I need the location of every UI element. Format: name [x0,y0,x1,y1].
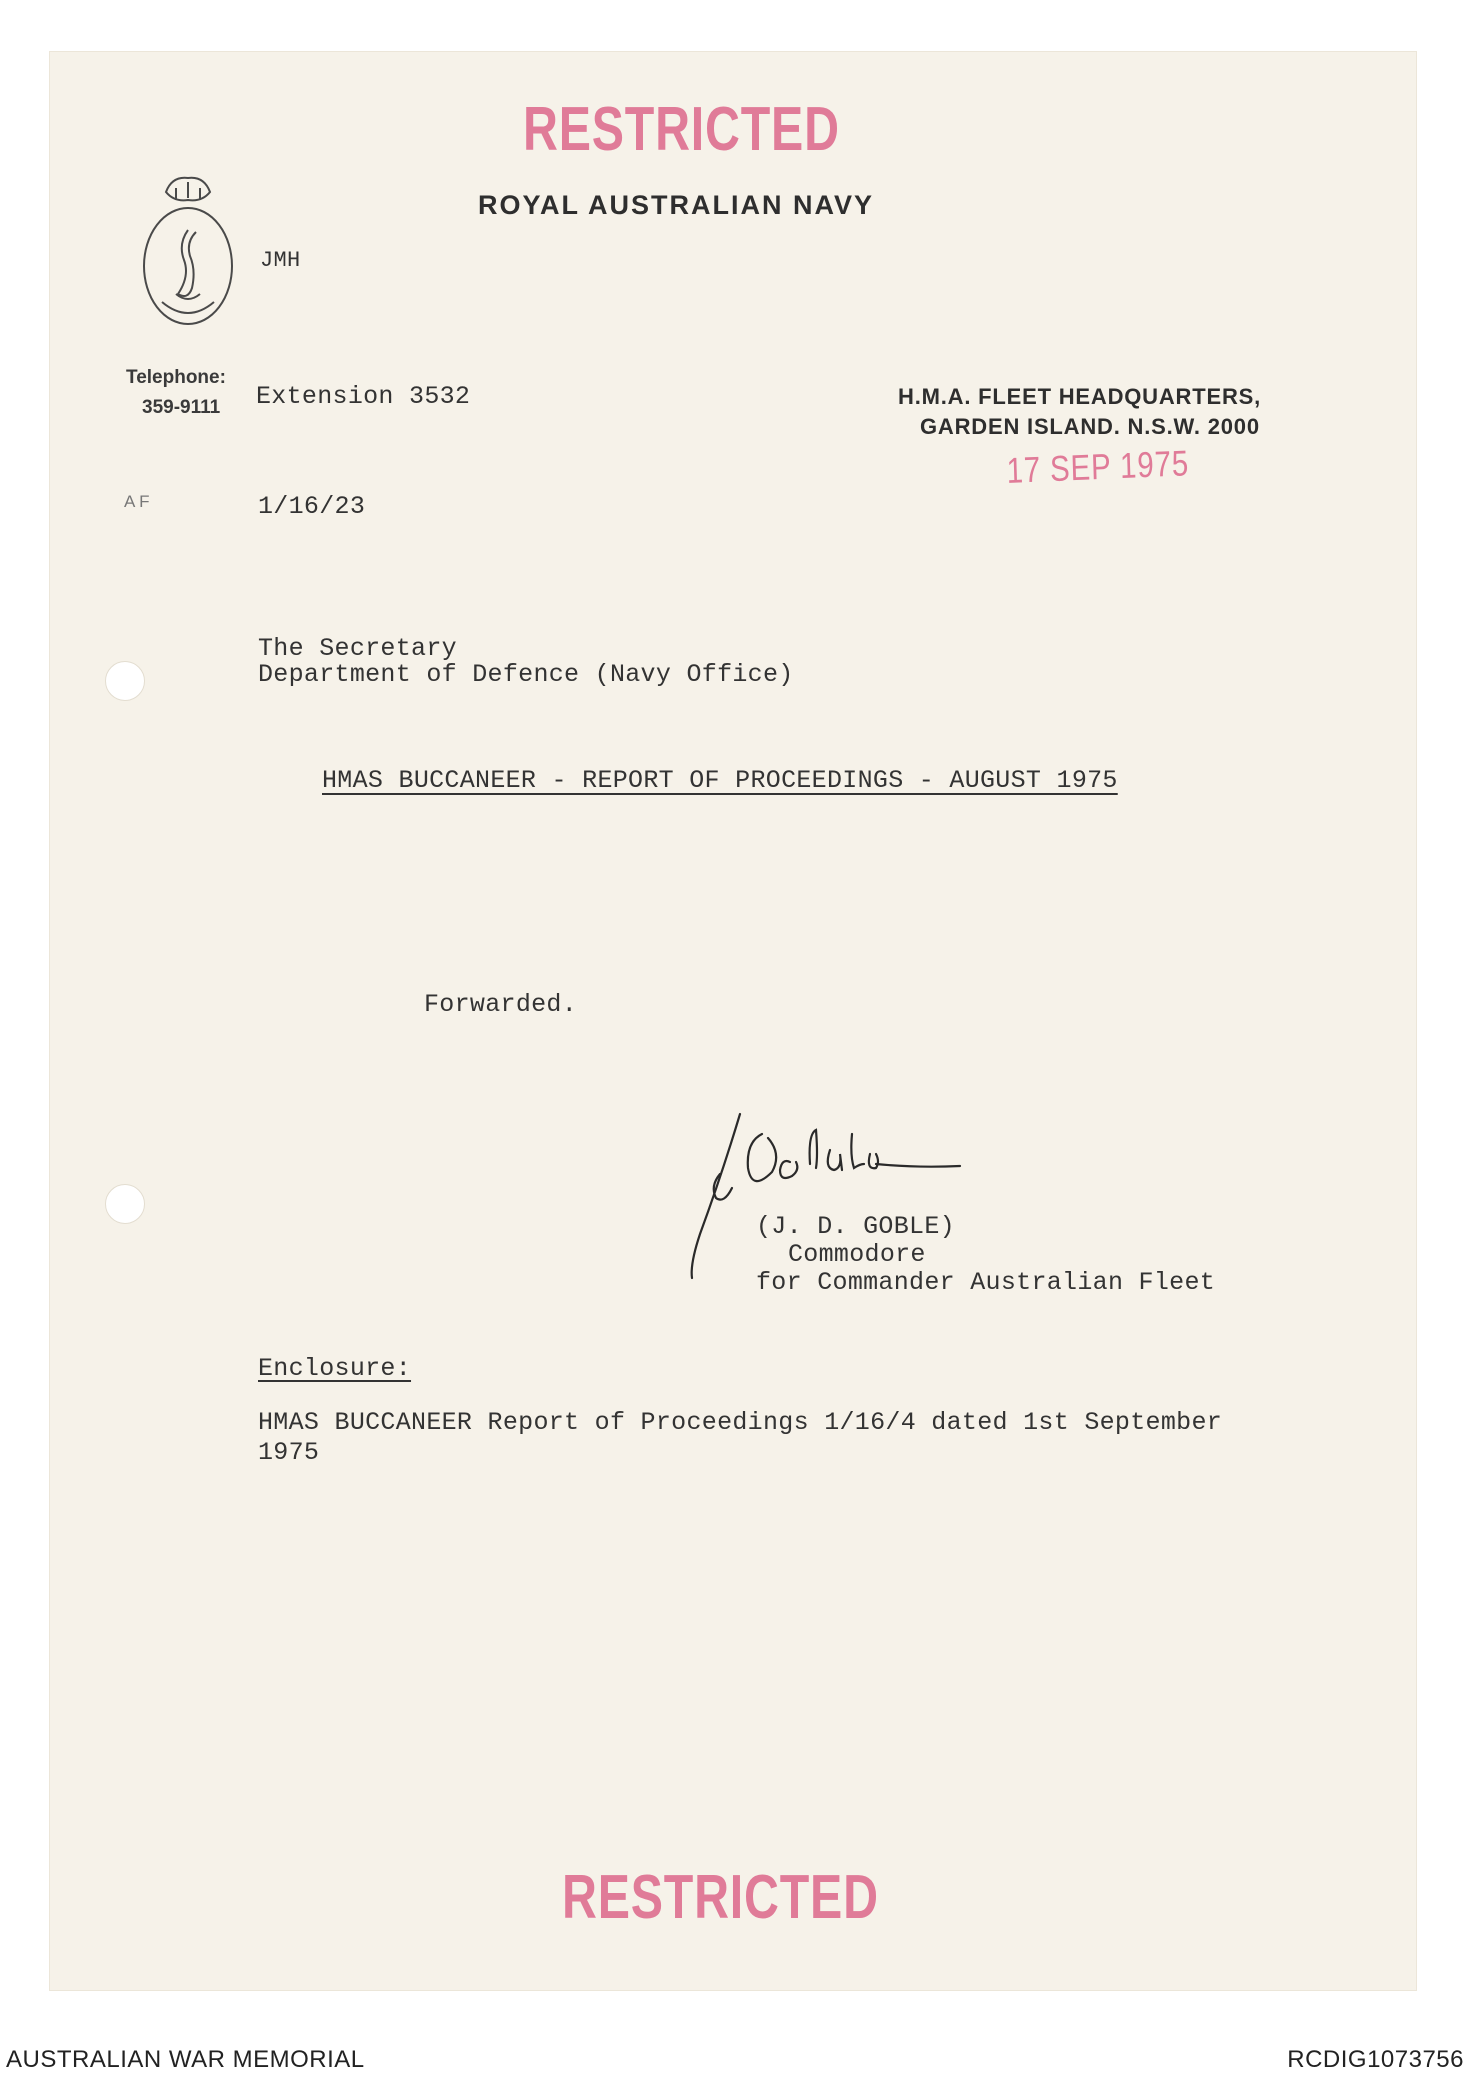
enclosure-line-1: HMAS BUCCANEER Report of Proceedings 1/16/4 dated 1st September [258,1408,1223,1437]
initials: JMH [260,248,301,273]
address-line-1: H.M.A. FLEET HEADQUARTERS, [898,384,1262,409]
restricted-stamp-bottom: RESTRICTED [562,1863,879,1932]
address-line-2: GARDEN ISLAND. N.S.W. 2000 [920,414,1260,439]
punch-hole-upper [105,661,145,701]
signatory-rank: Commodore [788,1240,926,1269]
signatory-for: for Commander Australian Fleet [756,1268,1216,1297]
footer-record-id: RCDIG1073756 [1287,2046,1464,2073]
restricted-stamp-top: RESTRICTED [523,95,840,164]
footer-institution: AUSTRALIAN WAR MEMORIAL [6,2046,365,2073]
enclosure-line-2: 1975 [258,1438,320,1467]
date-stamp: 17 SEP 1975 [1006,442,1190,491]
reference-prefix: A F [124,492,150,511]
navy-crest-icon [136,170,240,332]
telephone-number: 359-9111 [142,397,221,418]
reference-number: 1/16/23 [258,492,366,521]
addressee-line-1: The Secretary [258,634,457,663]
document-page [50,52,1416,1990]
extension: Extension 3532 [256,382,471,411]
addressee-line-2: Department of Defence (Navy Office) [258,660,794,689]
enclosure-label: Enclosure: [258,1354,412,1383]
service-heading: ROYAL AUSTRALIAN NAVY [478,190,875,220]
subject-line: HMAS BUCCANEER - REPORT OF PROCEEDINGS - AUGUST 1975 [322,766,1118,795]
body-text: Forwarded. [424,990,578,1019]
telephone-label: Telephone: [126,367,226,388]
punch-hole-lower [105,1184,145,1224]
signatory-name: (J. D. GOBLE) [756,1212,955,1241]
